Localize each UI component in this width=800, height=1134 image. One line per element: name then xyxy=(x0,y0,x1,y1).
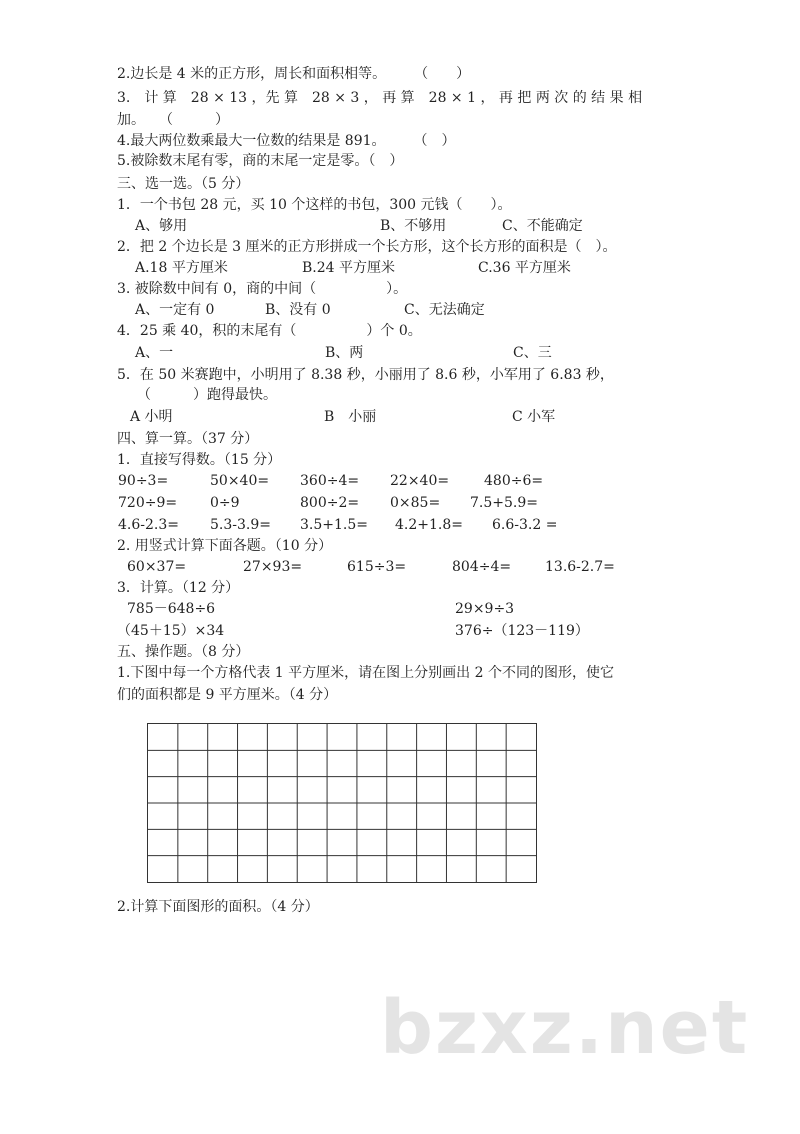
oral-calc-r3c1: 4.6-2.3= xyxy=(118,517,179,533)
choose-q3-opt-a: A、一定有 0 xyxy=(135,302,215,318)
vertical-calc-1: 60×37= xyxy=(127,559,187,575)
section-compute-heading: 四、算一算。（37 分） xyxy=(117,431,259,447)
oral-calc-r1c4: 22×40= xyxy=(390,473,450,489)
choose-q5-opt-b: B 小丽 xyxy=(324,409,377,425)
step-calc-3: （45＋15）×34 xyxy=(117,623,225,639)
oral-calc-r2c1: 720÷9= xyxy=(118,495,178,511)
oral-calc-r2c5: 7.5+5.9= xyxy=(470,495,538,511)
choose-q4-opt-b: B、两 xyxy=(325,345,364,361)
choose-q5-opt-c: C 小军 xyxy=(512,409,556,425)
operate-q1-line1: 1.下图中每一个方格代表 1 平方厘米，请在图上分别画出 2 个不同的图形，使它 xyxy=(117,665,614,681)
oral-calc-r1c5: 480÷6= xyxy=(484,473,544,489)
operate-q1-line2: 们的面积都是 9 平方厘米。（4 分） xyxy=(117,687,338,703)
oral-calc-r1c2: 50×40= xyxy=(210,473,270,489)
square-grid-lines xyxy=(148,724,536,882)
judge-q2: 2.边长是 4 米的正方形，周长和面积相等。 （ ） xyxy=(117,66,471,82)
judge-q5: 5.被除数末尾有零，商的末尾一定是零。（ ） xyxy=(117,153,404,169)
judge-q3-line1: 3. 计 算 28 × 13 ，先 算 28 × 3 ， 再 算 28 × 1 ， 再 把 两 次 的 结 果 相 xyxy=(117,90,643,106)
watermark: bzxz.net xyxy=(380,985,750,1071)
choose-q1-opt-a: A、够用 xyxy=(135,218,188,234)
compute-sub1: 1．直接写得数。（15 分） xyxy=(117,452,282,468)
oral-calc-r3c3: 3.5+1.5= xyxy=(300,517,368,533)
choose-q1: 1．一个书包 28 元，买 10 个这样的书包，300 元钱（ ）。 xyxy=(117,197,512,213)
choose-q2-opt-b: B.24 平方厘米 xyxy=(302,260,396,276)
section-operate-heading: 五、操作题。（8 分） xyxy=(117,644,250,660)
choose-q3: 3. 被除数中间有 0，商的中间（ ）。 xyxy=(117,281,408,297)
square-grid xyxy=(147,723,537,883)
oral-calc-r2c2: 0÷9 xyxy=(210,495,240,511)
choose-q2-opt-a: A.18 平方厘米 xyxy=(135,260,228,276)
step-calc-4: 376÷（123－119） xyxy=(455,623,589,639)
vertical-calc-4: 804÷4= xyxy=(452,559,512,575)
oral-calc-r2c4: 0×85= xyxy=(390,495,441,511)
compute-sub3: 3．计算。（12 分） xyxy=(117,580,240,596)
choose-q2-opt-c: C.36 平方厘米 xyxy=(478,260,571,276)
choose-q1-opt-b: B、不够用 xyxy=(380,218,447,234)
oral-calc-r3c5: 6.6-3.2 = xyxy=(492,517,558,533)
vertical-calc-2: 27×93= xyxy=(243,559,303,575)
choose-q4-opt-c: C、三 xyxy=(513,345,552,361)
choose-q2: 2．把 2 个边长是 3 厘米的正方形拼成一个长方形，这个长方形的面积是（ ）。 xyxy=(117,239,617,255)
choose-q1-opt-c: C、不能确定 xyxy=(502,218,583,234)
choose-q5-opt-a: A 小明 xyxy=(130,409,173,425)
step-calc-1: 785－648÷6 xyxy=(127,601,216,617)
vertical-calc-3: 615÷3= xyxy=(347,559,407,575)
judge-q3-line2: 加。 （ ） xyxy=(117,112,229,128)
vertical-calc-5: 13.6-2.7= xyxy=(545,559,615,575)
choose-q4: 4．25 乘 40，积的末尾有（ ）个 0。 xyxy=(117,323,422,339)
compute-sub2: 2. 用竖式计算下面各题。（10 分） xyxy=(117,538,333,554)
oral-calc-r2c3: 800÷2= xyxy=(300,495,360,511)
step-calc-2: 29×9÷3 xyxy=(455,601,515,617)
oral-calc-r3c4: 4.2+1.8= xyxy=(395,517,463,533)
oral-calc-r1c1: 90÷3= xyxy=(118,473,169,489)
section-choose-heading: 三、选一选。（5 分） xyxy=(117,176,250,192)
choose-q4-opt-a: A、一 xyxy=(135,345,174,361)
oral-calc-r3c2: 5.3-3.9= xyxy=(210,517,271,533)
oral-calc-r1c3: 360÷4= xyxy=(300,473,360,489)
choose-q3-opt-b: B、没有 0 xyxy=(265,302,331,318)
judge-q4: 4.最大两位数乘最大一位数的结果是 891。 （ ） xyxy=(117,133,456,149)
choose-q5-line1: 5．在 50 米赛跑中，小明用了 8.38 秒，小丽用了 8.6 秒，小军用了 6.83 秒， xyxy=(117,367,614,383)
choose-q3-opt-c: C、无法确定 xyxy=(404,302,485,318)
operate-q2: 2.计算下面图形的面积。（4 分） xyxy=(117,899,319,915)
choose-q5-line2: （ ）跑得最快。 xyxy=(137,387,277,403)
